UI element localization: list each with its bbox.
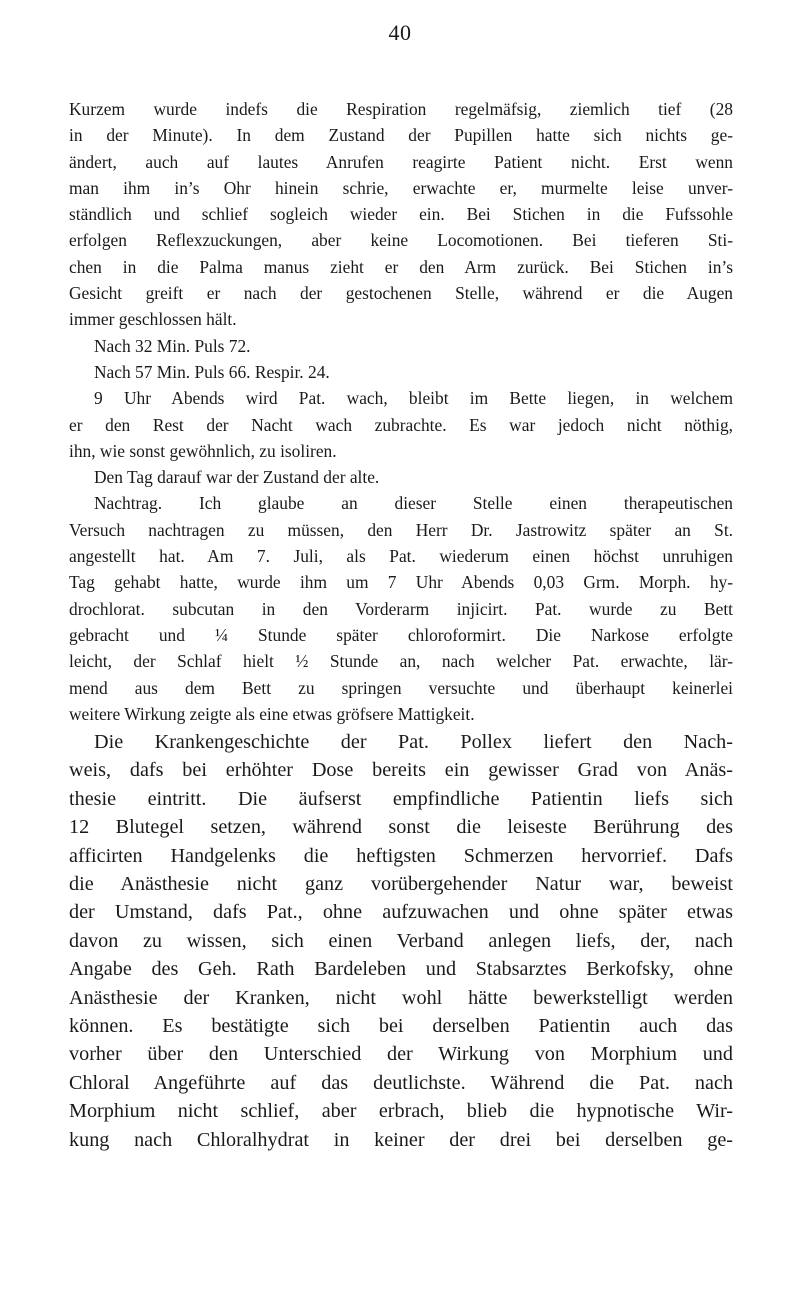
text-line: 9 Uhr Abends wird Pat. wach, bleibt im Bette liegen, in welchem bbox=[94, 388, 733, 409]
discussion-paragraph bbox=[69, 728, 733, 1154]
text-line: Gesicht greift er nach der gestochenen Stelle, während er die Augen bbox=[69, 283, 733, 304]
text-line: afficirten Handgelenks die heftigsten Schmerzen hervorrief. Dafs bbox=[69, 844, 733, 867]
text-line: mend aus dem Bett zu springen versuchte und überhaupt keinerlei bbox=[69, 677, 733, 698]
text-line: Kurzem wurde indefs die Respiration regelmäfsig, ziemlich tief (28 bbox=[69, 99, 733, 119]
text-line: ändert, auch auf lautes Anrufen reagirte Patient nicht. Erst wenn bbox=[69, 151, 733, 172]
text-line: Nach 57 Min. Puls 66. Respir. 24. bbox=[94, 361, 330, 382]
text-line: weitere Wirkung zeigte als eine etwas gröfsere Mattigkeit. bbox=[69, 703, 475, 724]
text-line: man ihm in’s Ohr hinein schrie, erwachte er, murmelte leise unver- bbox=[69, 177, 733, 198]
text-line: immer geschlossen hält. bbox=[69, 309, 237, 330]
case-notes-block bbox=[69, 96, 733, 727]
text-line: er den Rest der Nacht wach zubrachte. Es war jedoch nicht nöthig, bbox=[69, 414, 733, 435]
text-line: drochlorat. subcutan in den Vorderarm injicirt. Pat. wurde zu Bett bbox=[69, 598, 733, 619]
text-line: Chloral Angeführte auf das deutlichste. Während die Pat. nach bbox=[69, 1071, 733, 1094]
text-line: in der Minute). In dem Zustand der Pupillen hatte sich nichts ge- bbox=[69, 125, 733, 146]
text-line: die Anästhesie nicht ganz vorübergehender Natur war, beweist bbox=[69, 873, 733, 896]
text-line: Angabe des Geh. Rath Bardeleben und Stabsarztes Berkofsky, ohne bbox=[69, 958, 733, 981]
nachtrag-heading-line: Nachtrag. Ich glaube an dieser Stelle einen therapeutischen bbox=[94, 493, 733, 514]
text-line: der Umstand, dafs Pat., ohne aufzuwachen und ohne später etwas bbox=[69, 901, 733, 924]
text-line: weis, dafs bei erhöhter Dose bereits ein gewisser Grad von Anäs- bbox=[69, 759, 733, 782]
text-line: Die Krankengeschichte der Pat. Pollex liefert den Nach- bbox=[94, 731, 733, 753]
text-line: ständlich und schlief sogleich wieder ein. Bei Stichen in die Fufssohle bbox=[69, 204, 733, 225]
text-line: vorher über den Unterschied der Wirkung von Morphium und bbox=[69, 1043, 733, 1066]
text-line: kung nach Chloralhydrat in keiner der drei bei derselben ge- bbox=[69, 1128, 733, 1151]
page-number: 40 bbox=[388, 20, 412, 45]
text-line: davon zu wissen, sich einen Verband anlegen liefs, der, nach bbox=[69, 929, 733, 952]
text-line: angestellt hat. Am 7. Juli, als Pat. wiederum einen höchst unruhigen bbox=[69, 546, 733, 567]
text-line: leicht, der Schlaf hielt ½ Stunde an, nach welcher Pat. erwachte, lär- bbox=[69, 651, 733, 672]
text-line: Anästhesie der Kranken, nicht wohl hätte bewerkstelligt werden bbox=[69, 986, 733, 1009]
text-line: ihn, wie sonst gewöhnlich, zu isoliren. bbox=[69, 440, 337, 461]
text-line: können. Es bestätigte sich bei derselben Patientin auch das bbox=[69, 1015, 733, 1038]
text-line: chen in die Palma manus zieht er den Arm zurück. Bei Stichen in’s bbox=[69, 256, 733, 277]
text-line: Versuch nachtragen zu müssen, den Herr Dr. Jastrowitz später an St. bbox=[69, 519, 733, 540]
text-line: Tag gehabt hatte, wurde ihm um 7 Uhr Abends 0,03 Grm. Morph. hy- bbox=[69, 572, 733, 593]
text-line: Nach 32 Min. Puls 72. bbox=[94, 335, 251, 356]
text-line: erfolgen Reflexzuckungen, aber keine Locomotionen. Bei tieferen Sti- bbox=[69, 230, 733, 251]
text-line: Den Tag darauf war der Zustand der alte. bbox=[94, 467, 380, 488]
text-line: Morphium nicht schlief, aber erbrach, blieb die hypnotische Wir- bbox=[69, 1100, 733, 1123]
text-line: gebracht und ¼ Stunde später chloroformirt. Die Narkose erfolgte bbox=[69, 624, 733, 645]
text-line: 12 Blutegel setzen, während sonst die leiseste Berührung des bbox=[69, 816, 733, 839]
text-line: thesie eintritt. Die äufserst empfindliche Patientin liefs sich bbox=[69, 787, 733, 810]
